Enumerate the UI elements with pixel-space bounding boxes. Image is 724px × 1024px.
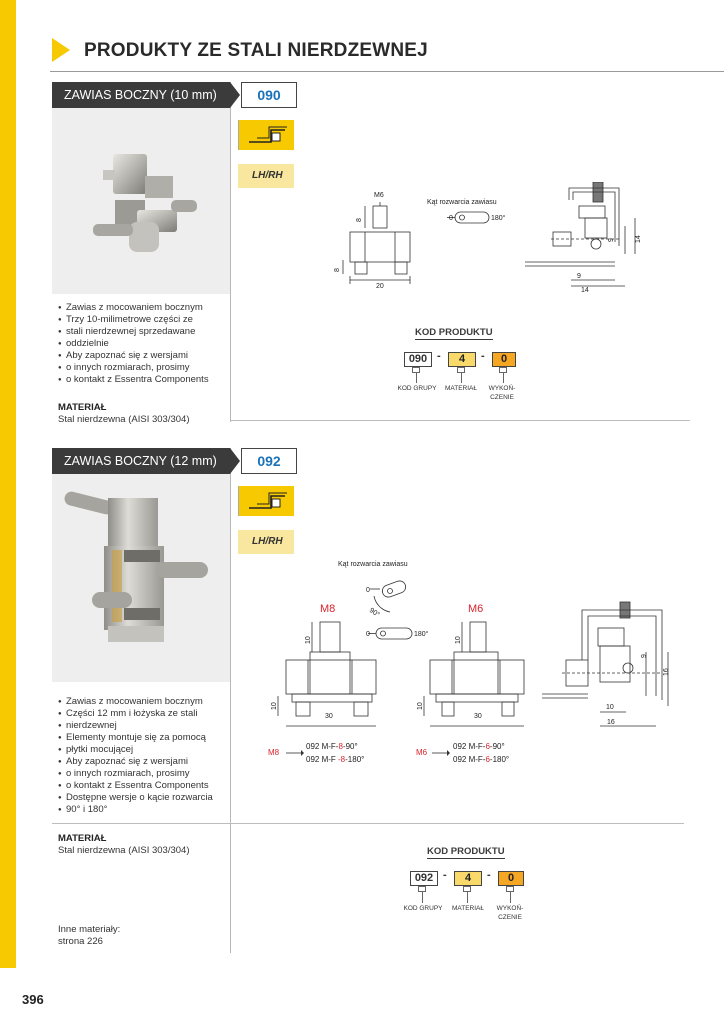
other-materials-page: strona 226 (58, 936, 103, 947)
feature-item: ● 90° i 180° (58, 804, 213, 816)
label-finish-2: CZENIE (490, 394, 514, 401)
side-hinge-type-icon (238, 486, 294, 516)
lh-rh-label: LH/RH (238, 530, 294, 554)
label-group: KOD GRUPY (397, 385, 437, 392)
feature-item: ● Aby zapoznać się z wersjami (58, 756, 213, 768)
code-tick (506, 886, 514, 892)
section-divider (52, 823, 684, 824)
angle-caption: Kąt rozwarcia zawiasu (427, 199, 497, 206)
title-arrow-icon (52, 38, 70, 62)
code-dash: - (481, 350, 485, 362)
dim-10-m6-top: 10 (455, 636, 462, 644)
section-bar-arrow (230, 448, 240, 474)
feature-item: ● Części 12 mm i łożyska ze stali (58, 708, 213, 720)
code-tick (499, 367, 507, 373)
dim-9-vertical: 9 (641, 654, 648, 658)
angle-180: 180° (414, 631, 429, 638)
dim-thread-m6: M6 (374, 192, 384, 199)
arrow-right-icon (432, 749, 450, 757)
product-code-title: KOD PRODUKTU (415, 327, 493, 338)
feature-item: ● stali nierdzewnej sprzedawane (58, 326, 209, 338)
feature-item: ● Elementy montuje się za pomocą (58, 732, 213, 744)
feature-item: ● o kontakt z Essentra Components (58, 780, 213, 792)
code-dash: - (487, 869, 491, 881)
page-number: 396 (22, 992, 44, 1007)
code-tick (463, 886, 471, 892)
feature-item: ● o innych rozmiarach, prosimy (58, 362, 209, 374)
arrow-right-icon (286, 749, 304, 757)
section-title-092: ZAWIAS BOCZNY (12 mm) (52, 448, 230, 474)
technical-drawing-092 (262, 556, 682, 786)
dim-9-vertical: 9 (608, 238, 615, 242)
dim-10-m6-bottom: 10 (417, 702, 424, 710)
other-materials-label: Inne materiały: (58, 924, 121, 935)
angle-180: 180° (491, 215, 506, 222)
dim-20: 20 (376, 283, 384, 290)
material-heading: MATERIAŁ (58, 402, 107, 413)
thread-m8-label: M8 (320, 603, 336, 615)
dim-8-top: 8 (356, 218, 363, 222)
feature-item: ● płytki mocującej (58, 744, 213, 756)
label-finish-1: WYKOŃ- (496, 905, 524, 912)
code-dash: - (437, 350, 441, 362)
hinge-profile-icon (239, 486, 295, 516)
feature-item: ● oddzielnie (58, 338, 209, 350)
code-dash: - (443, 869, 447, 881)
order-code-m8-180: 092 M-F -8-180° (306, 755, 365, 764)
label-group: KOD GRUPY (403, 905, 443, 912)
angle-0-b: 0 (366, 631, 370, 638)
label-finish-2: CZENIE (498, 914, 522, 921)
dim-10-horizontal: 10 (606, 704, 614, 711)
dim-14-horizontal: 14 (581, 287, 589, 294)
code-tick (418, 886, 426, 892)
product-code-finish-box: 0 (498, 871, 524, 886)
dim-30-m8: 30 (325, 713, 333, 720)
lh-rh-label: LH/RH (238, 164, 294, 188)
feature-list-092 (58, 696, 213, 816)
feature-item: ● Zawias z mocowaniem bocznym (58, 302, 209, 314)
dim-10-m8-bottom: 10 (271, 702, 278, 710)
column-divider (230, 448, 231, 953)
product-code-finish-box: 0 (492, 352, 516, 367)
product-code-material-box: 4 (454, 871, 482, 886)
order-label-m6: M6 (416, 748, 428, 757)
product-code-group-box: 090 (404, 352, 432, 367)
code-tick (412, 367, 420, 373)
feature-item: ● nierdzewnej (58, 720, 213, 732)
label-material: MATERIAŁ (451, 905, 485, 912)
order-code-m8-90: 092 M-F-8-90° (306, 742, 358, 751)
feature-item: ● o kontakt z Essentra Components (58, 374, 209, 386)
material-text: Stal nierdzewna (AISI 303/304) (58, 414, 190, 425)
product-photo-092 (64, 488, 214, 663)
page-title: PRODUKTY ZE STALI NIERDZEWNEJ (84, 40, 428, 61)
side-hinge-type-icon (238, 120, 294, 150)
feature-list-090 (58, 302, 209, 386)
product-code-material-box: 4 (448, 352, 476, 367)
dim-30-m6: 30 (474, 713, 482, 720)
feature-item: ● o innych rozmiarach, prosimy (58, 768, 213, 780)
order-code-m6-90: 092 M-F-6-90° (453, 742, 505, 751)
yellow-side-bar (0, 0, 16, 1024)
feature-item: ● Trzy 10-milimetrowe części ze (58, 314, 209, 326)
material-text: Stal nierdzewna (AISI 303/304) (58, 845, 190, 856)
group-code-box-090: 090 (241, 82, 297, 108)
dim-16-vertical: 16 (663, 668, 670, 676)
angle-caption: Kąt rozwarcia zawiasu (338, 561, 408, 568)
feature-item: ● Aby zapoznać się z wersjami (58, 350, 209, 362)
group-code-box-092: 092 (241, 448, 297, 474)
technical-drawing-090 (325, 182, 655, 294)
section-divider (230, 420, 690, 421)
dim-9-horizontal: 9 (577, 273, 581, 280)
angle-0: 0 (449, 215, 453, 222)
code-tick (457, 367, 465, 373)
dim-10-m8-top: 10 (305, 636, 312, 644)
dim-16-horizontal: 16 (607, 719, 615, 726)
dim-8-bottom: 8 (334, 268, 341, 272)
feature-item: ● Zawias z mocowaniem bocznym (58, 696, 213, 708)
order-label-m8: M8 (268, 748, 280, 757)
product-photo-090 (85, 148, 200, 268)
column-divider (230, 82, 231, 422)
thread-m6-label: M6 (468, 603, 484, 615)
label-material: MATERIAŁ (444, 385, 478, 392)
product-code-group-box: 092 (410, 871, 438, 886)
label-finish-1: WYKOŃ- (488, 385, 516, 392)
order-code-m6-180: 092 M-F-6-180° (453, 755, 510, 764)
angle-90: 90° (367, 607, 381, 619)
feature-item: ● Dostępne wersje o kącie rozwarcia (58, 792, 213, 804)
material-heading: MATERIAŁ (58, 833, 107, 844)
section-title-090: ZAWIAS BOCZNY (10 mm) (52, 82, 230, 108)
product-code-title: KOD PRODUKTU (427, 846, 505, 857)
angle-0-a: 0 (366, 587, 370, 594)
hinge-profile-icon (239, 120, 295, 150)
dim-14-vertical: 14 (635, 235, 642, 243)
title-divider (50, 71, 724, 72)
section-bar-arrow (230, 82, 240, 108)
